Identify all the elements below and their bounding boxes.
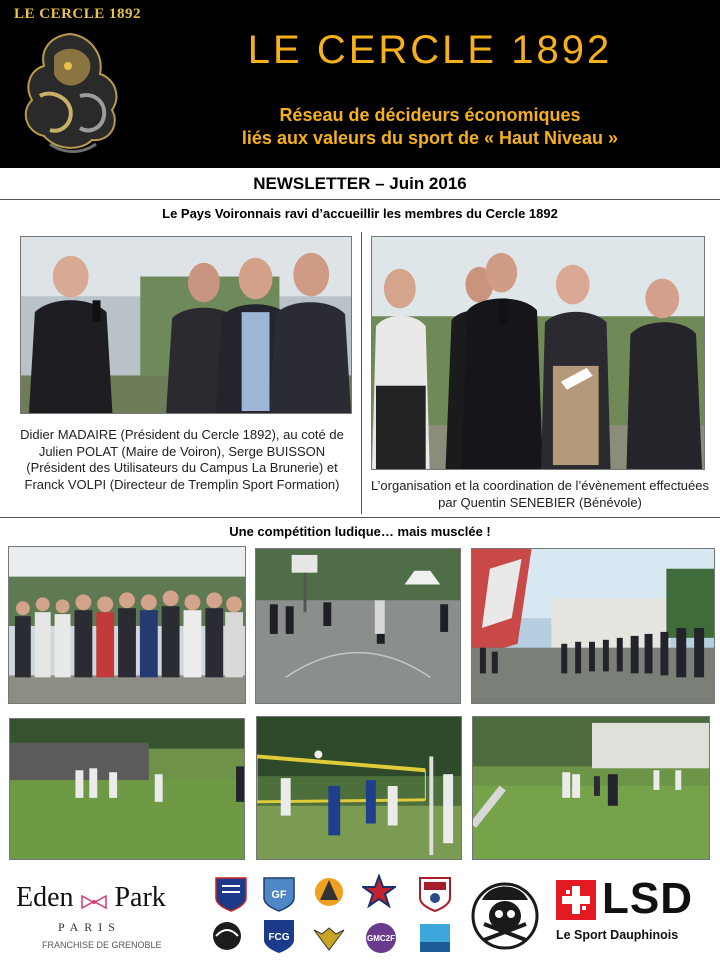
svg-text:GMC2F: GMC2F bbox=[367, 934, 395, 943]
grenoble-isere-logo-icon bbox=[418, 920, 452, 956]
crest-club-logo-icon bbox=[418, 876, 452, 912]
photo-field-game bbox=[9, 718, 245, 860]
photo-crowd bbox=[8, 546, 246, 704]
caption-organizer: L’organisation et la coordination de l’évènement effectuées par Quentin SENEBIER (Bénévole) bbox=[371, 478, 709, 510]
photo-basketball-court bbox=[255, 548, 461, 704]
section-2-heading: Une compétition ludique… mais musclée ! bbox=[229, 524, 491, 539]
eden-word-2: Park bbox=[114, 882, 166, 913]
header-banner bbox=[0, 0, 720, 168]
photo-speakers bbox=[20, 236, 352, 414]
photo-volleyball bbox=[256, 716, 462, 860]
tagline bbox=[180, 104, 680, 150]
newsletter-title: NEWSLETTER – Juin 2016 bbox=[253, 174, 467, 193]
bow-tie-icon bbox=[81, 895, 107, 909]
tagline-line-2: liés aux valeurs du sport de « Haut Niveau » bbox=[241, 128, 619, 148]
photo-organizer bbox=[371, 236, 705, 470]
fc-grenoble-rugby-logo-icon bbox=[214, 876, 248, 912]
gmc2f-logo-icon bbox=[364, 920, 398, 956]
caption-speakers: Didier MADAIRE (Président du Cercle 1892), au coté de Julien POLAT (Maire de Voiron), Serge BUISSON (Président des Utilisateurs du Campus La Brunerie) et Franck VOLPI (Directeur de Tremplin Sport Formation) bbox=[20, 427, 344, 492]
svg-text:GF: GF bbox=[271, 889, 287, 901]
eden-city: PARIS bbox=[58, 920, 121, 934]
eden-franchise: FRANCHISE DE GRENOBLE bbox=[42, 940, 162, 950]
brand-small-text: LE CERCLE 1892 bbox=[14, 6, 142, 22]
tagline-line-1: Réseau de décideurs économiques bbox=[279, 105, 581, 125]
fcg-logo-icon bbox=[262, 918, 296, 954]
page-title: LE CERCLE 1892 bbox=[247, 28, 613, 72]
wings-club-logo-icon bbox=[312, 920, 346, 956]
lsd-logo bbox=[556, 874, 706, 950]
star-club-logo-icon bbox=[362, 874, 396, 910]
lsd-wordmark: LSD bbox=[602, 874, 693, 923]
svg-text:FCG: FCG bbox=[268, 932, 290, 943]
grenoble-foot-logo-icon bbox=[262, 876, 296, 912]
vertical-divider bbox=[361, 232, 362, 514]
eden-word-1: Eden bbox=[16, 882, 74, 913]
lsd-cross-icon bbox=[556, 880, 596, 920]
grenoble-volley-logo-icon bbox=[210, 918, 244, 954]
pirate-table-logo-icon bbox=[470, 874, 540, 958]
hockey-club-logo-icon bbox=[312, 874, 346, 910]
sponsors-footer bbox=[0, 868, 720, 960]
photo-climbing-wall bbox=[471, 548, 715, 704]
divider bbox=[0, 517, 720, 518]
section-1-heading: Le Pays Voironnais ravi d’accueillir les membres du Cercle 1892 bbox=[162, 206, 558, 221]
eden-park-logo bbox=[16, 882, 194, 950]
lsd-name: Le Sport Dauphinois bbox=[556, 928, 679, 942]
lion-crest-icon bbox=[10, 26, 130, 158]
divider bbox=[0, 199, 720, 200]
photo-lawn-game bbox=[472, 716, 710, 860]
